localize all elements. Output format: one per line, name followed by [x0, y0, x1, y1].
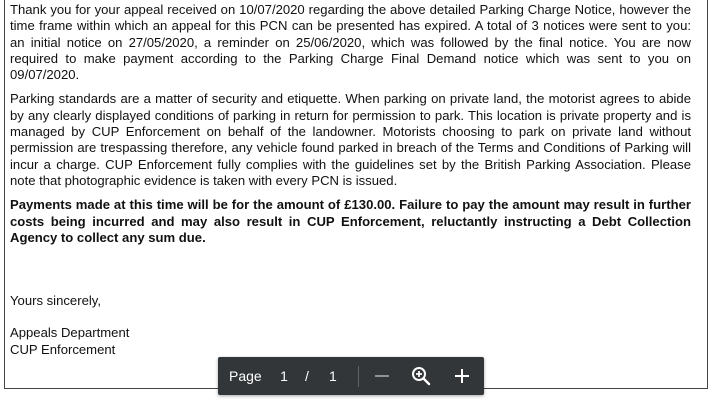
magnifier-plus-icon [409, 364, 433, 388]
total-pages: 1 [329, 368, 337, 384]
current-page-input[interactable]: 1 [280, 368, 288, 384]
pdf-viewer-toolbar [218, 357, 484, 395]
letter-body [10, 2, 691, 358]
paragraph-payment-warning: Payments made at this time will be for the amount of £130.00. Failure to pay the amount may result in further costs being incurred and may also result in CUP Enforcement, reluctantly instructing a Debt Collection Agency to collect any sum due. [10, 197, 691, 245]
signature-department: Appeals Department [10, 325, 130, 341]
zoom-fit-button[interactable] [409, 364, 433, 388]
toolbar-divider [358, 366, 359, 387]
document-page [4, 0, 708, 389]
spacer [10, 309, 691, 325]
signature-company: CUP Enforcement [10, 341, 116, 357]
zoom-in-button[interactable] [450, 364, 474, 388]
plus-icon [450, 364, 474, 388]
page-separator: / [305, 368, 309, 384]
spacer [10, 254, 691, 293]
salutation: Yours sincerely, [10, 293, 101, 309]
paragraph-parking-standards: Parking standards are a matter of security and etiquette. When parking on private land, the motorist agrees to abide by any clearly displayed conditions of parking in return for permission to park. This location is private property and is managed by CUP Enforcement on behalf of the landowner. Motorists choosing to park on private land without permission are trespassing therefore, any vehicle found parked in breach of the Terms and Conditions of Parking will incur a charge. CUP Enforcement fully complies with the guidelines set by the British Parking Association. Please note that photographic evidence is taken with every PCN is issued. [10, 91, 691, 188]
page-label: Page [229, 368, 262, 384]
paragraph-appeal-expired: Thank you for your appeal received on 10/07/2020 regarding the above detailed Parking Charge Notice, however the time frame within which an appeal for this PCN can be presented has expired. A total of 3 notices were sent to you: an initial notice on 27/05/2020, a reminder on 25/06/2020, which was followed by the final notice. You are now required to make payment according to the Parking Charge Final Demand notice which was sent to you on 09/07/2020. [10, 2, 691, 83]
zoom-out-button[interactable] [370, 364, 394, 388]
minus-icon [370, 364, 394, 388]
